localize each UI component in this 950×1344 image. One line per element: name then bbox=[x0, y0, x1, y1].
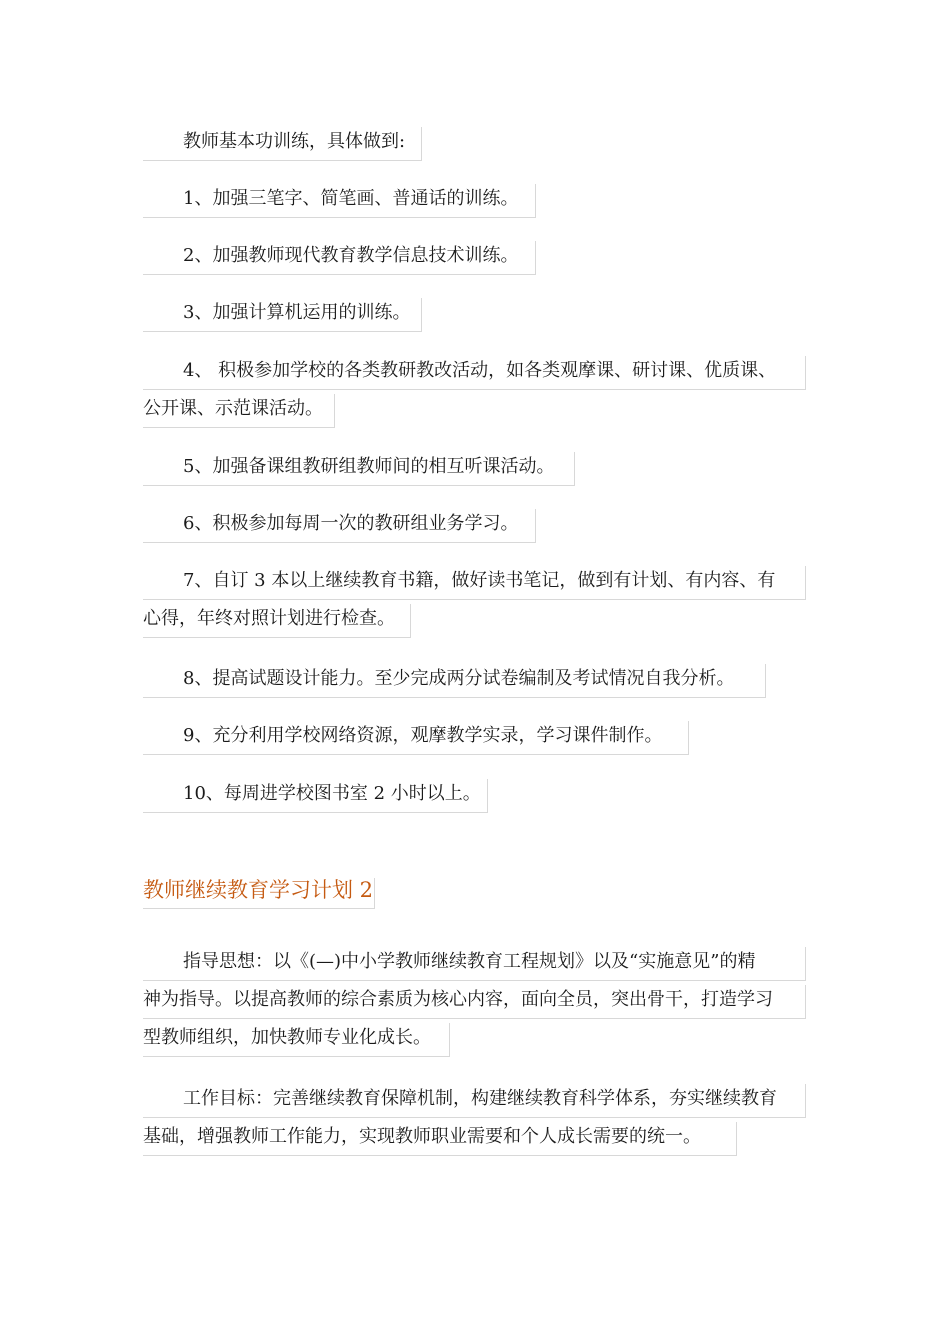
list-item-9: 9、充分利用学校网络资源，观摩教学实录，学习课件制作。 bbox=[143, 717, 662, 755]
list-item-3: 3、加强计算机运用的训练。 bbox=[143, 294, 410, 332]
intro-paragraph bbox=[143, 123, 405, 161]
list-item-6: 6、积极参加每周一次的教研组业务学习。 bbox=[143, 505, 518, 543]
list-item-10: 10、每周进学校图书室 2 小时以上。 bbox=[143, 775, 481, 813]
list-item-8: 8、提高试题设计能力。至少完成两分试卷编制及考试情况自我分析。 bbox=[143, 660, 734, 698]
list-item-1: 1、加强三笔字、简笔画、普通话的训练。 bbox=[143, 180, 518, 218]
guiding-paragraph: 指导思想：以《(—)中小学教师继续教育工程规划》以及“实施意见”的精 神为指导。以提高教师的综合素质为核心内容，面向全员，突出骨干，打造学习 型教师组织，加快教师专业化成长。 bbox=[143, 943, 773, 1057]
goal-paragraph: 工作目标：完善继续教育保障机制，构建继续教育科学体系，夯实继续教育 基础，增强教师工作能力，实现教师职业需要和个人成长需要的统一。 bbox=[143, 1080, 777, 1156]
intro-text: 教师基本功训练，具体做到: bbox=[183, 131, 406, 152]
list-item-5: 5、加强备课组教研组教师间的相互听课活动。 bbox=[143, 448, 554, 486]
section-heading-text: 教师继续教育学习计划 2 bbox=[143, 872, 375, 908]
list-item-7: 7、自订 3 本以上继续教育书籍，做好读书笔记，做到有计划、有内容、有 心得，年终对照计划进行检查。 bbox=[143, 562, 775, 638]
section-heading bbox=[143, 872, 375, 908]
list-item-2: 2、加强教师现代教育教学信息技术训练。 bbox=[143, 237, 518, 275]
list-item-4: 4、 积极参加学校的各类教研教改活动，如各类观摩课、研讨课、优质课、 公开课、示范课活动。 bbox=[143, 352, 776, 428]
